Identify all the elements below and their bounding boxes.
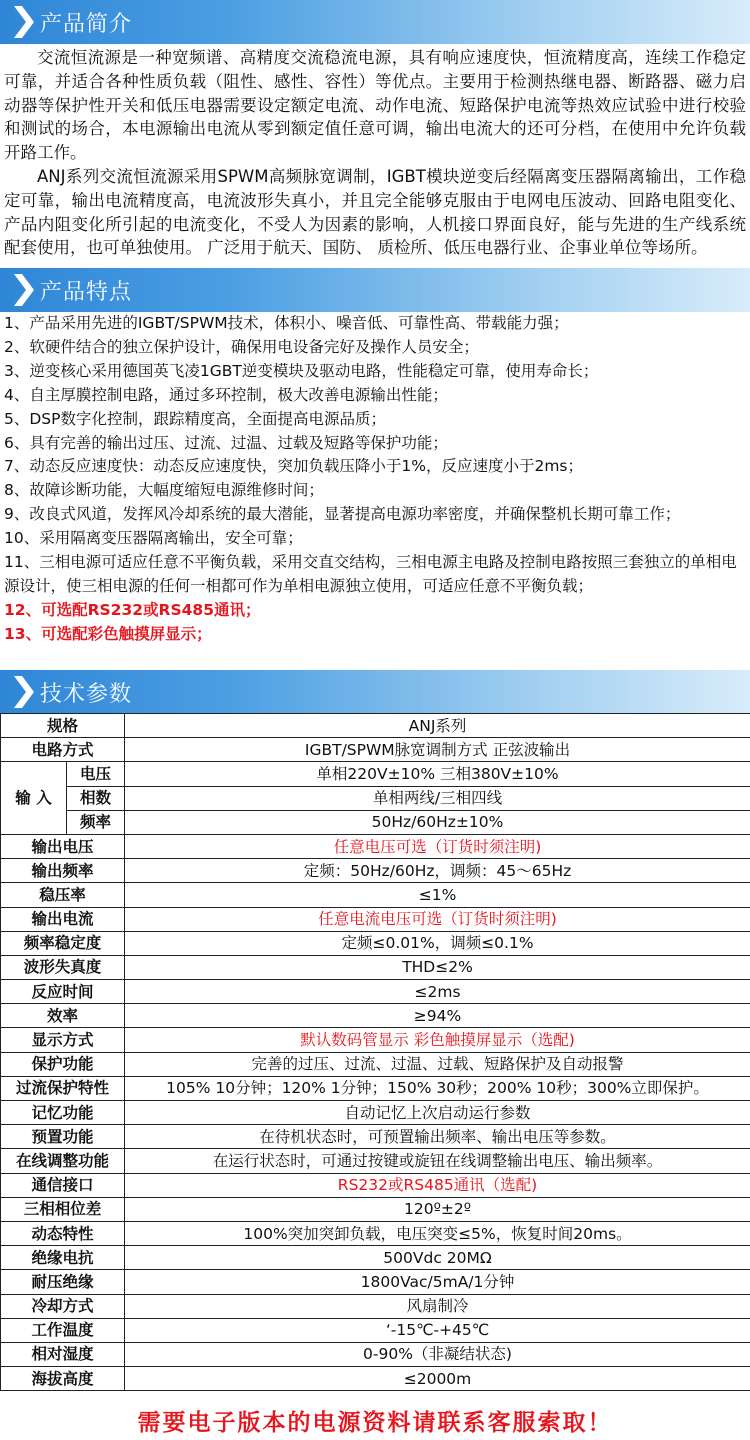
spec-label: 规格 [1, 714, 125, 738]
spec-value: 在待机状态时，可预置输出频率、输出电压等参数。 [125, 1125, 750, 1149]
table-row [1, 1221, 750, 1245]
table-row [1, 1367, 750, 1391]
table-row [1, 1076, 750, 1100]
spec-label: 记忆功能 [1, 1101, 125, 1125]
feature-item: 4、自主厚膜控制电路，通过多环控制，极大改善电源输出性能； [4, 385, 448, 404]
spec-label: 动态特性 [1, 1221, 125, 1245]
table-row [1, 1125, 750, 1149]
spec-label: 效率 [1, 1004, 125, 1028]
feature-item: 5、DSP数字化控制，跟踪精度高，全面提高电源品质； [4, 409, 386, 428]
intro-paragraph-1: 交流恒流源是一种宽频谱、高精度交流稳流电源，具有响应速度快，恒流精度高，连续工作稳定可靠，并适合各种性质负载（阻性、感性、容性）等优点。主要用于检测热继电器、断路器、磁力启动器等保护性开关和低压电器需要设定额定电流、动作电流、短路保护电流等热效应试验中进行校验和测试的场合，本电源输出电流从零到额定值任意可调，输出电流大的还可分档，在使用中允许负载开路工作。 [4, 48, 746, 163]
spec-label: 电路方式 [1, 738, 125, 762]
spec-label: 过流保护特性 [1, 1076, 125, 1100]
spec-label: 工作温度 [1, 1318, 125, 1342]
spec-value: ANJ系列 [125, 714, 750, 738]
spec-value: 任意电压可选（订货时须注明) [125, 834, 750, 858]
spec-label: 反应时间 [1, 980, 125, 1004]
spec-value: 50Hz/60Hz±10% [125, 810, 750, 834]
spec-value: 单相220V±10% 三相380V±10% [125, 762, 750, 786]
feature-item: 10、采用隔离变压器隔离输出，安全可靠； [4, 529, 303, 548]
table-row [1, 1197, 750, 1221]
spec-label: 海拔高度 [1, 1367, 125, 1391]
spec-value: 定频≤0.01%，调频≤0.1% [125, 931, 750, 955]
spec-value: IGBT/SPWM脉宽调制方式 正弦波输出 [125, 738, 750, 762]
spec-label: 保护功能 [1, 1052, 125, 1076]
spec-value: RS232或RS485通讯（选配) [125, 1173, 750, 1197]
table-row [1, 907, 750, 931]
spec-label: 三相相位差 [1, 1197, 125, 1221]
table-row [1, 1149, 750, 1173]
table-row [1, 980, 750, 1004]
feature-item: 2、软硬件结合的独立保护设计，确保用电设备完好及操作人员安全； [4, 337, 479, 356]
spec-value: 默认数码管显示 彩色触摸屏显示（选配) [125, 1028, 750, 1052]
spec-label: 输出电流 [1, 907, 125, 931]
table-row [1, 931, 750, 955]
table-row [1, 762, 750, 786]
spec-value: 105% 10分钟；120% 1分钟；150% 30秒；200% 10秒；300%立即保护。 [125, 1076, 750, 1100]
section-title-features: 产品特点 [40, 280, 133, 305]
spec-value: 自动记忆上次启动运行参数 [125, 1101, 750, 1125]
features-list [4, 312, 746, 647]
table-row [1, 714, 750, 738]
table-row [1, 738, 750, 762]
spec-value: 120º±2º [125, 1197, 750, 1221]
section-banner-specs [0, 670, 750, 714]
table-row [1, 1342, 750, 1366]
section-banner-features [0, 268, 750, 312]
spec-group-label: 输 入 [1, 762, 67, 835]
spec-value: 0-90%（非凝结状态) [125, 1342, 750, 1366]
spec-value: ≤2000m [125, 1367, 750, 1391]
feature-item: 11、三相电源可适应任意不平衡负载，采用交直交结构，三相电源主电路及控制电路按照三套独立的单相电源设计，使三相电源的任何一相都可作为单相电源独立使用，可适应任意不平衡负载； [4, 553, 737, 595]
feature-item: 6、具有完善的输出过压、过流、过温、过载及短路等保护功能； [4, 433, 448, 452]
table-row [1, 1294, 750, 1318]
table-row [1, 786, 750, 810]
table-row [1, 859, 750, 883]
spec-value: 500Vdc 20MΩ [125, 1246, 750, 1270]
table-row [1, 1173, 750, 1197]
spec-label: 相对湿度 [1, 1342, 125, 1366]
feature-item: 7、动态反应速度快：动态反应速度快，突加负载压降小于1%，反应速度小于2ms； [4, 457, 583, 476]
spec-value: 风扇制冷 [125, 1294, 750, 1318]
intro-paragraph-2: ANJ系列交流恒流源采用SPWM高频脉宽调制，IGBT模块逆变后经隔离变压器隔离输出，工作稳定可靠，输出电流精度高，电流波形失真小，并且完全能够克服由于电网电压波动、回路电阻变化、产品内阻变化所引起的电流变化，不受人为因素的影响，人机接口界面良好，能与先进的生产线系统配套使用，也可单独使用。 广泛用于航天、国防、 质检所、低压电器行业、企事业单位等场所。 [4, 166, 746, 258]
spec-label: 输出电压 [1, 834, 125, 858]
spec-label: 在线调整功能 [1, 1149, 125, 1173]
table-row [1, 1270, 750, 1294]
spec-label: 稳压率 [1, 883, 125, 907]
chevron-right-icon [12, 274, 34, 306]
spec-value: ≤1% [125, 883, 750, 907]
spec-sublabel: 电压 [67, 762, 125, 786]
spec-value: ≥94% [125, 1004, 750, 1028]
spec-label: 预置功能 [1, 1125, 125, 1149]
intro-text [4, 46, 746, 260]
feature-item: 3、逆变核心采用德国英飞凌1GBT逆变模块及驱动电路，性能稳定可靠，使用寿命长； [4, 361, 599, 380]
spec-value: THD≤2% [125, 955, 750, 979]
spec-sublabel: 相数 [67, 786, 125, 810]
table-row [1, 1318, 750, 1342]
table-row [1, 1028, 750, 1052]
table-row [1, 1004, 750, 1028]
spec-label: 显示方式 [1, 1028, 125, 1052]
spec-label: 绝缘电抗 [1, 1246, 125, 1270]
table-row [1, 1101, 750, 1125]
spec-value: 单相两线/三相四线 [125, 786, 750, 810]
table-row [1, 1246, 750, 1270]
feature-item-optional: 12、可选配RS232或RS485通讯； [4, 600, 261, 619]
chevron-right-icon [12, 676, 34, 708]
table-row [1, 810, 750, 834]
spec-sublabel: 频率 [67, 810, 125, 834]
spec-value: 任意电流电压可选（订货时须注明) [125, 907, 750, 931]
table-row [1, 955, 750, 979]
spec-label: 通信接口 [1, 1173, 125, 1197]
spec-table [0, 713, 750, 1391]
spec-label: 耐压绝缘 [1, 1270, 125, 1294]
feature-item: 1、产品采用先进的IGBT/SPWM技术，体积小、噪音低、可靠性高、带载能力强； [4, 314, 569, 332]
spec-label: 波形失真度 [1, 955, 125, 979]
feature-item: 8、故障诊断功能，大幅度缩短电源维修时间； [4, 481, 324, 500]
footer-notice: 需要电子版本的电源资料请联系客服索取！ [137, 1409, 613, 1436]
chevron-right-icon [12, 6, 34, 38]
feature-item-optional: 13、可选配彩色触摸屏显示； [4, 624, 212, 643]
spec-value: 在运行状态时，可通过按键或旋钮在线调整输出电压、输出频率。 [125, 1149, 750, 1173]
table-row [1, 834, 750, 858]
feature-item: 9、改良式风道，发挥风冷却系统的最大潜能，显著提高电源功率密度，并确保整机长期可靠工作； [4, 505, 681, 524]
table-row [1, 1052, 750, 1076]
spec-value: 1800Vac/5mA/1分钟 [125, 1270, 750, 1294]
spec-value: ‘-15℃-+45℃ [125, 1318, 750, 1342]
spec-value: 完善的过压、过流、过温、过载、短路保护及自动报警 [125, 1052, 750, 1076]
spec-value: 定频：50Hz/60Hz，调频：45～65Hz [125, 859, 750, 883]
section-title-intro: 产品简介 [40, 12, 133, 37]
section-title-specs: 技术参数 [40, 682, 133, 707]
spec-value: ≤2ms [125, 980, 750, 1004]
spec-value: 100%突加突卸负载，电压突变≤5%，恢复时间20ms。 [125, 1221, 750, 1245]
spec-label: 冷却方式 [1, 1294, 125, 1318]
spec-label: 输出频率 [1, 859, 125, 883]
spec-label: 频率稳定度 [1, 931, 125, 955]
section-banner-intro [0, 0, 750, 44]
table-row [1, 883, 750, 907]
